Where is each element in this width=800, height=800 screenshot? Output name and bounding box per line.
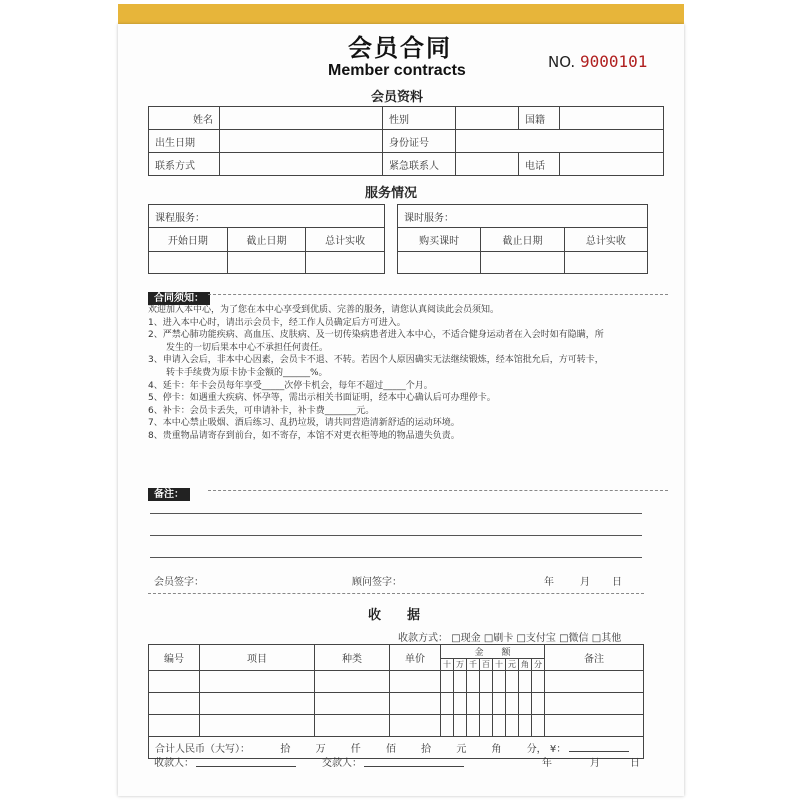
course-col-header: 截止日期: [227, 228, 306, 252]
receipt-heading: 收 据: [368, 608, 421, 623]
course-col-header: 总计实收: [306, 228, 385, 252]
remarks-tag: 备注：: [148, 488, 190, 501]
receipt-cell[interactable]: [480, 715, 493, 737]
col-note-header: 备注: [545, 645, 644, 671]
terms-line: 5、停卡：如遇重大疾病、怀孕等，需出示相关书面证明，经本中心确认后可办理停卡。: [148, 393, 496, 404]
receipt-cell[interactable]: [390, 671, 441, 693]
digit-unit: 十: [441, 659, 454, 671]
course-col-header: 开始日期: [149, 228, 228, 252]
payment-option-card[interactable]: □刷卡: [483, 633, 514, 644]
col-type-header: 种类: [315, 645, 390, 671]
terms-line: 6、补卡：会员卡丢失，可申请补卡，补卡费_______元。: [148, 405, 375, 416]
sign-year-label: 年: [544, 577, 554, 588]
nationality-field[interactable]: [560, 107, 664, 130]
hour-service-label: 课时服务：: [398, 205, 648, 228]
total-unit: 仟: [350, 744, 361, 755]
digit-unit: 元: [506, 659, 519, 671]
yen-label: ¥：: [549, 744, 567, 755]
terms-body: [148, 304, 668, 443]
receipt-cell[interactable]: [149, 671, 200, 693]
hour-col-header: 总计实收: [564, 228, 647, 252]
col-item-header: 项目: [200, 645, 315, 671]
contract-number-value: 9000101: [579, 52, 648, 71]
receipt-cell[interactable]: [493, 671, 506, 693]
remarks-line[interactable]: [150, 513, 642, 514]
terms-line: 7、本中心禁止吸烟、酒后练习、乱扔垃圾，请共同营造清新舒适的运动环境。: [148, 418, 460, 429]
receipt-cell[interactable]: [454, 671, 467, 693]
hour-col-header: 截止日期: [481, 228, 564, 252]
receipt-month-label: 月: [590, 758, 600, 769]
payment-option-cash[interactable]: □现金: [451, 633, 481, 644]
total-unit: 佰: [385, 744, 396, 755]
name-label: 姓名: [149, 107, 220, 130]
receipt-cell[interactable]: [519, 693, 532, 715]
receipt-cell[interactable]: [390, 693, 441, 715]
remarks-line[interactable]: [150, 535, 642, 536]
terms-tag: 合同须知：: [148, 292, 210, 305]
yen-field[interactable]: [569, 751, 629, 752]
receipt-cell[interactable]: [506, 671, 519, 693]
service-heading: 服务情况: [365, 186, 418, 201]
hour-total-field[interactable]: [564, 252, 647, 274]
phone-field[interactable]: [560, 153, 664, 176]
birthdate-label: 出生日期: [149, 130, 220, 153]
payer-label: 交款人：: [322, 758, 362, 769]
receipt-cell[interactable]: [467, 693, 480, 715]
total-unit: 拾: [280, 744, 291, 755]
total-unit: 分，: [526, 744, 547, 755]
divider: [208, 490, 668, 491]
receipt-table: [148, 644, 644, 759]
course-start-field[interactable]: [149, 252, 228, 274]
total-unit: 角: [491, 744, 502, 755]
payee-label: 收款人：: [154, 758, 194, 769]
course-service-label: 课程服务：: [149, 205, 385, 228]
sign-month-label: 月: [580, 577, 590, 588]
digit-unit: 百: [480, 659, 493, 671]
digit-unit: 分: [532, 659, 545, 671]
hour-end-field[interactable]: [481, 252, 564, 274]
receipt-cell[interactable]: [493, 715, 506, 737]
receipt-cell[interactable]: [200, 693, 315, 715]
receipt-cell[interactable]: [506, 693, 519, 715]
digit-unit: 万: [454, 659, 467, 671]
terms-line: 4、延卡：年卡会员每年享受_____次停卡机会，每年不超过_____个月。: [148, 380, 433, 391]
receipt-cell[interactable]: [315, 671, 390, 693]
payment-option-other[interactable]: □其他: [591, 633, 622, 644]
receipt-day-label: 日: [630, 758, 640, 769]
receipt-cell[interactable]: [454, 693, 467, 715]
receipt-cell[interactable]: [149, 715, 200, 737]
id-number-label: 身份证号: [383, 130, 456, 153]
hour-purchased-field[interactable]: [398, 252, 481, 274]
total-unit: 拾: [421, 744, 432, 755]
receipt-cell[interactable]: [493, 693, 506, 715]
payer-field[interactable]: [364, 766, 464, 767]
payment-option-alipay[interactable]: □支付宝: [516, 633, 556, 644]
terms-line: 欢迎加入本中心，为了您在本中心享受到优质、完善的服务，请您认真阅读此会员须知。: [148, 305, 500, 315]
payee-field[interactable]: [196, 766, 296, 767]
receipt-cell[interactable]: [441, 671, 454, 693]
divider: [148, 593, 644, 594]
receipt-cell[interactable]: [480, 671, 493, 693]
course-service-table: [148, 204, 385, 274]
receipt-cell[interactable]: [545, 693, 644, 715]
divider: [208, 294, 668, 295]
nationality-label: 国籍: [519, 107, 560, 130]
member-sign-label: 会员签字：: [154, 577, 204, 588]
receipt-cell[interactable]: [480, 693, 493, 715]
receipt-cell[interactable]: [519, 671, 532, 693]
remarks-line[interactable]: [150, 557, 642, 558]
payment-methods: [398, 629, 621, 644]
receipt-cell[interactable]: [390, 715, 441, 737]
total-row[interactable]: [149, 737, 644, 759]
digit-unit: 千: [467, 659, 480, 671]
receipt-year-label: 年: [542, 758, 552, 769]
name-field[interactable]: [220, 107, 383, 130]
receipt-cell[interactable]: [545, 671, 644, 693]
digit-unit: 十: [493, 659, 506, 671]
receipt-cell[interactable]: [532, 693, 545, 715]
terms-line: 转卡手续费为原卡协卡金额的______%。: [148, 367, 328, 378]
contact-label: 联系方式: [149, 153, 220, 176]
receipt-cell[interactable]: [200, 671, 315, 693]
terms-line: 8、贵重物品请寄存到前台，如不寄存，本馆不对更衣柜等地的物品遗失负责。: [148, 430, 460, 441]
digit-unit: 角: [519, 659, 532, 671]
receipt-cell[interactable]: [315, 693, 390, 715]
receipt-cell[interactable]: [545, 715, 644, 737]
receipt-cell[interactable]: [441, 715, 454, 737]
total-unit: 元: [456, 744, 467, 755]
payment-method-label: 收款方式：: [398, 633, 448, 644]
sign-day-label: 日: [612, 577, 622, 588]
receipt-cell[interactable]: [467, 671, 480, 693]
terms-line: 1、进入本中心时，请出示会员卡，经工作人员确定后方可进入。: [148, 317, 406, 328]
receipt-cell[interactable]: [200, 715, 315, 737]
col-no-header: 编号: [149, 645, 200, 671]
id-number-field[interactable]: [456, 130, 664, 153]
contact-field[interactable]: [220, 153, 383, 176]
contract-sheet: [118, 24, 684, 796]
terms-header: [148, 286, 668, 305]
receipt-cell[interactable]: [506, 715, 519, 737]
receipt-cell[interactable]: [532, 671, 545, 693]
col-amount-header: 金 额: [441, 645, 545, 659]
gender-label: 性别: [383, 107, 456, 130]
remarks-header: [148, 482, 668, 501]
hour-service-table: [397, 204, 648, 274]
terms-line: 发生的一切后果本中心不承担任何责任。: [148, 342, 329, 353]
total-label: 合计人民币（大写）：: [155, 744, 250, 755]
contract-number-label: NO.: [548, 53, 576, 71]
col-price-header: 单价: [390, 645, 441, 671]
payment-option-wechat[interactable]: □微信: [559, 633, 589, 644]
member-info-table: [148, 106, 664, 176]
receipt-cell[interactable]: [532, 715, 545, 737]
page-subtitle: Member contracts: [328, 62, 466, 79]
terms-line: 3、申请入会后，非本中心因素，会员卡不退、不转。若因个人原因确实无法继续锻炼，经本馆批允后，方可转卡，: [148, 355, 604, 366]
receipt-cell[interactable]: [149, 693, 200, 715]
page-title: 会员合同: [348, 34, 452, 62]
emergency-contact-label: 紧急联系人: [383, 153, 456, 176]
member-info-heading: 会员资料: [371, 90, 424, 105]
receipt-cell[interactable]: [467, 715, 480, 737]
total-unit: 万: [315, 744, 326, 755]
receipt-cell[interactable]: [519, 715, 532, 737]
contract-number: [548, 52, 647, 71]
birthdate-field[interactable]: [220, 130, 383, 153]
receipt-cell[interactable]: [454, 715, 467, 737]
phone-label: 电话: [519, 153, 560, 176]
advisor-sign-label: 顾问签字：: [352, 577, 402, 588]
terms-line: 2、严禁心肺功能疾病、高血压、皮肤病、及一切传染病患者进入本中心，不适合健身运动者在入会时如有隐瞒，所: [148, 330, 604, 341]
emergency-contact-field[interactable]: [456, 153, 519, 176]
hour-col-header: 购买课时: [398, 228, 481, 252]
receipt-cell[interactable]: [441, 693, 454, 715]
course-end-field[interactable]: [227, 252, 306, 274]
course-total-field[interactable]: [306, 252, 385, 274]
receipt-cell[interactable]: [315, 715, 390, 737]
pad-binding-strip: [118, 4, 684, 26]
gender-field[interactable]: [456, 107, 519, 130]
